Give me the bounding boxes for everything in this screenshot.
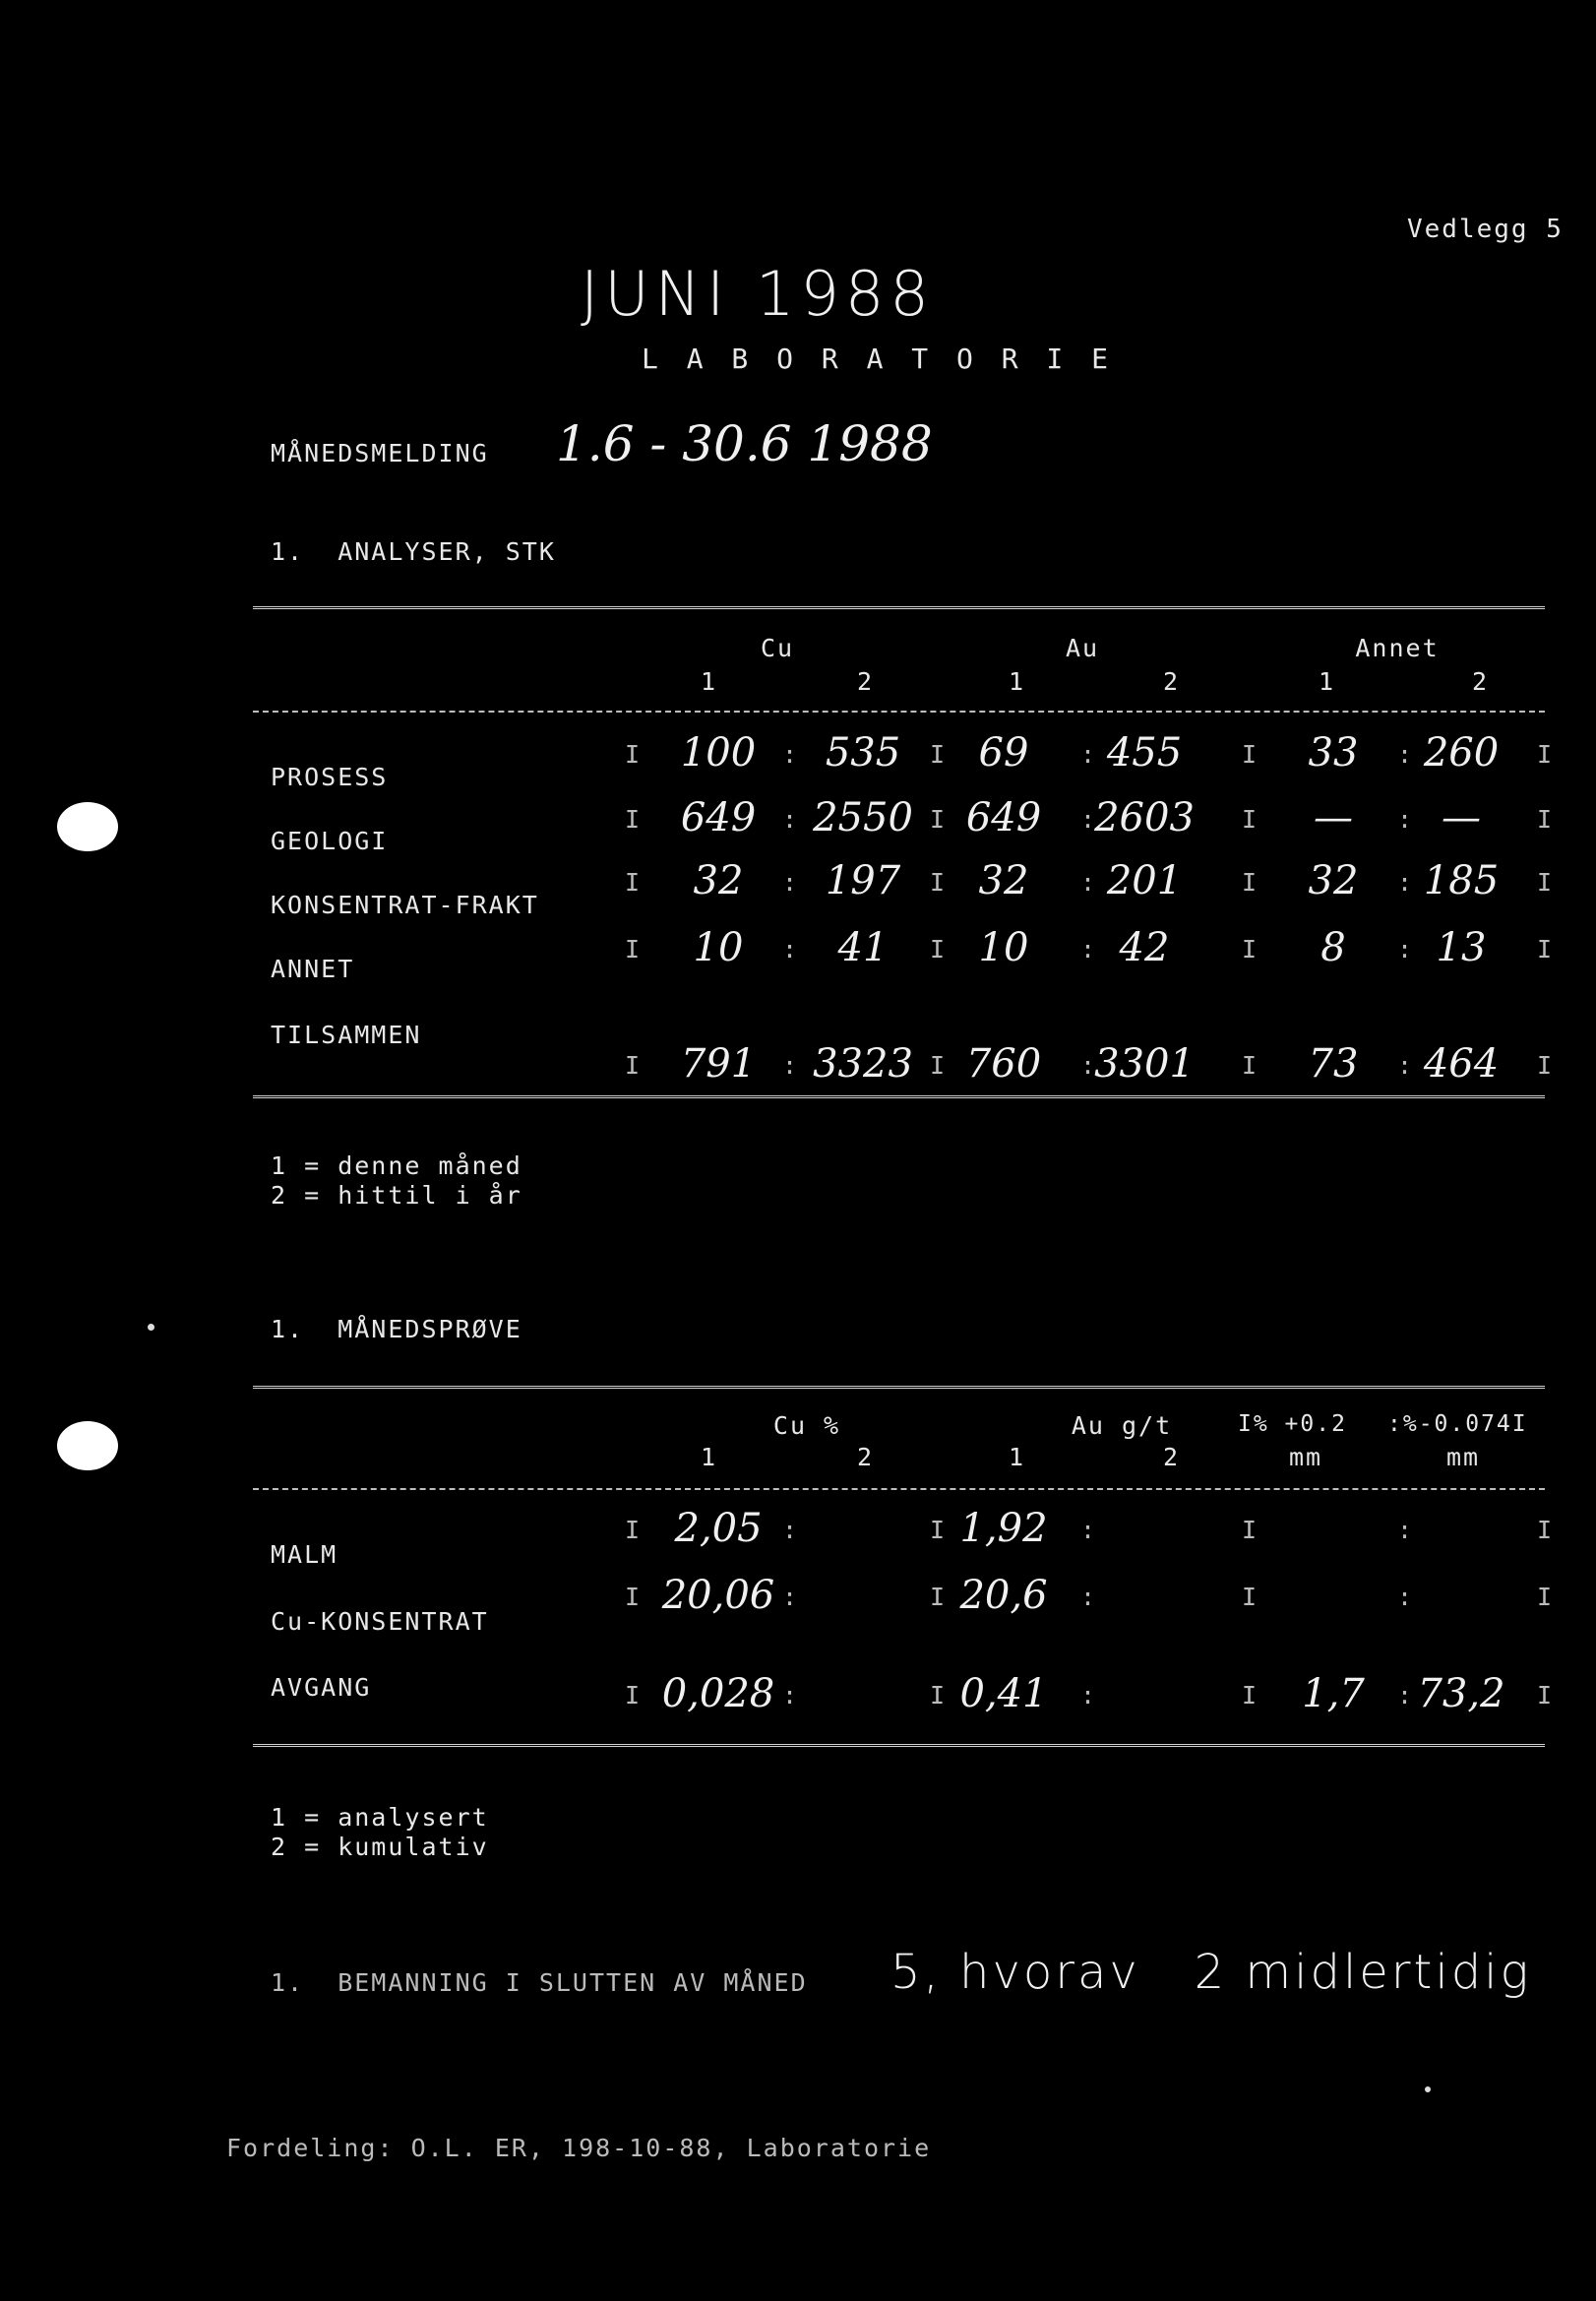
t1-value-cell: 464 (1423, 1041, 1500, 1087)
t1-value-cell: 32 (693, 858, 744, 903)
column-separator: I (1242, 935, 1259, 964)
table2-bottom-rule (253, 1744, 1545, 1751)
column-separator: I (1242, 805, 1259, 834)
speck (1425, 2086, 1431, 2092)
punch-hole (57, 802, 118, 851)
t1-value-cell: 791 (680, 1041, 757, 1087)
t1-row-label: TILSAMMEN (271, 1021, 422, 1049)
t2-sub: 2 (1163, 1443, 1181, 1471)
t2-value-cell: 1,7 (1302, 1671, 1365, 1716)
column-separator: : (1080, 935, 1098, 964)
column-separator: : (1397, 1516, 1415, 1544)
t1-value-cell: 13 (1436, 925, 1487, 970)
section2-heading: 1. MÅNEDSPRØVE (271, 1315, 522, 1343)
table2-header-rule (253, 1488, 1545, 1490)
t1-value-cell: 32 (978, 858, 1029, 903)
t1-group-au: Au (1065, 634, 1100, 662)
t1-row-label: GEOLOGI (271, 827, 389, 855)
t1-value-cell: 760 (965, 1041, 1042, 1087)
t1-sub: 2 (857, 667, 875, 696)
column-separator: : (782, 1681, 800, 1710)
t1-value-cell: 3301 (1094, 1041, 1195, 1087)
column-separator: : (782, 740, 800, 769)
column-separator: : (1080, 740, 1098, 769)
column-separator: I (1537, 1051, 1555, 1080)
column-separator: I (930, 1051, 948, 1080)
column-separator: I (625, 1051, 643, 1080)
column-separator: : (782, 1516, 800, 1544)
attachment-label: Vedlegg 5 (1407, 215, 1564, 244)
t2-row-label: AVGANG (271, 1673, 372, 1702)
column-separator: : (782, 1051, 800, 1080)
column-separator: I (1537, 1516, 1555, 1544)
column-separator: I (1537, 1583, 1555, 1611)
t1-value-cell: 3323 (813, 1041, 913, 1087)
column-separator: I (1242, 1516, 1259, 1544)
column-separator: : (1080, 1681, 1098, 1710)
t1-sub: 2 (1163, 667, 1181, 696)
t2-sub: 1 (1009, 1443, 1026, 1471)
t1-value-cell: 33 (1308, 730, 1359, 776)
column-separator: : (1080, 1516, 1098, 1544)
t1-value-cell: 185 (1423, 858, 1500, 903)
column-separator: I (625, 805, 643, 834)
t2-group-cu: Cu % (772, 1411, 841, 1440)
t1-sub: 1 (701, 667, 718, 696)
lab-title: L A B O R A T O R I E (642, 342, 1115, 375)
column-separator: : (1397, 935, 1415, 964)
column-separator: I (625, 740, 643, 769)
column-separator: I (1242, 1681, 1259, 1710)
column-separator: I (1242, 1051, 1259, 1080)
section1-heading: 1. ANALYSER, STK (271, 537, 556, 566)
column-separator: I (930, 740, 948, 769)
t1-sub: 1 (1319, 667, 1336, 696)
t1-row-label: KONSENTRAT-FRAKT (271, 891, 539, 919)
column-separator: : (1080, 1583, 1098, 1611)
t2-value-cell: 73,2 (1417, 1671, 1505, 1716)
column-separator: I (625, 935, 643, 964)
t2-value-cell: 20,06 (661, 1573, 775, 1618)
t1-value-cell: 649 (965, 795, 1042, 840)
t1-value-cell: 649 (680, 795, 757, 840)
t1-value-cell: — (1442, 795, 1481, 840)
t2-value-cell: 2,05 (674, 1506, 763, 1551)
column-separator: I (1242, 868, 1259, 897)
t1-sub: 1 (1009, 667, 1026, 696)
column-separator: I (1537, 740, 1555, 769)
column-separator: : (1397, 740, 1415, 769)
column-separator: I (625, 1516, 643, 1544)
t2-row-label: MALM (271, 1540, 338, 1569)
t2-value-cell: 0,41 (959, 1671, 1048, 1716)
table2-top-rule (253, 1386, 1545, 1393)
section2-legend-1: 1 = analysert (271, 1803, 489, 1832)
column-separator: : (782, 868, 800, 897)
t1-value-cell: 535 (825, 730, 901, 776)
column-separator: I (930, 1583, 948, 1611)
column-separator: I (930, 1681, 948, 1710)
column-separator: : (1397, 1051, 1415, 1080)
t2-sub: 1 (701, 1443, 718, 1471)
t1-group-cu: Cu (760, 634, 795, 662)
column-separator: I (625, 1583, 643, 1611)
t2-group-coarse: I% +0.2 (1238, 1411, 1347, 1437)
section2-legend-2: 2 = kumulativ (271, 1833, 489, 1861)
column-separator: I (1242, 740, 1259, 769)
section1-legend-2: 2 = hittil i år (271, 1181, 522, 1210)
column-separator: I (1537, 805, 1555, 834)
column-separator: I (625, 868, 643, 897)
column-separator: I (930, 935, 948, 964)
table1-top-rule (253, 606, 1545, 613)
column-separator: I (1537, 868, 1555, 897)
handwritten-title: JUNI 1988 (581, 258, 935, 330)
t1-row-label: ANNET (271, 955, 355, 983)
t1-value-cell: 42 (1119, 925, 1170, 970)
punch-hole (57, 1421, 118, 1470)
t1-value-cell: 197 (825, 858, 901, 903)
column-separator: : (782, 805, 800, 834)
column-separator: : (782, 935, 800, 964)
t1-value-cell: — (1314, 795, 1353, 840)
t1-value-cell: 455 (1106, 730, 1183, 776)
column-separator: : (1080, 1051, 1098, 1080)
column-separator: : (1397, 1583, 1415, 1611)
column-separator: I (930, 868, 948, 897)
t2-value-cell: 0,028 (661, 1671, 775, 1716)
report-label: MÅNEDSMELDING (271, 439, 489, 467)
t2-group-au: Au g/t (1071, 1411, 1173, 1440)
t1-value-cell: 10 (693, 925, 744, 970)
t1-value-cell: 41 (837, 925, 889, 970)
t2-row-label: Cu-KONSENTRAT (271, 1607, 489, 1636)
table1-header-rule (253, 711, 1545, 713)
t1-value-cell: 8 (1320, 925, 1346, 970)
column-separator: I (930, 1516, 948, 1544)
column-separator: : (1080, 805, 1098, 834)
staffing-handwritten: 5, hvorav 2 midlertidig (890, 1945, 1532, 2000)
distribution-footer: Fordeling: O.L. ER, 198-10-88, Laboratorie (226, 2134, 932, 2162)
staffing-label: 1. BEMANNING I SLUTTEN AV MÅNED (271, 1968, 808, 1997)
t1-row-label: PROSESS (271, 763, 389, 791)
column-separator: : (782, 1583, 800, 1611)
t2-sub: mm (1446, 1443, 1481, 1471)
t1-sub: 2 (1472, 667, 1490, 696)
t1-value-cell: 2603 (1094, 795, 1195, 840)
t1-value-cell: 100 (680, 730, 757, 776)
column-separator: : (1397, 1681, 1415, 1710)
t2-group-fine: :%-0.074I (1387, 1411, 1528, 1437)
report-period: 1.6 - 30.6 1988 (556, 415, 933, 472)
t1-value-cell: 2550 (813, 795, 913, 840)
t2-value-cell: 20,6 (959, 1573, 1048, 1618)
t1-group-annet: Annet (1355, 634, 1440, 662)
speck (148, 1324, 154, 1331)
t2-sub: mm (1289, 1443, 1323, 1471)
t1-value-cell: 260 (1423, 730, 1500, 776)
t2-sub: 2 (857, 1443, 875, 1471)
column-separator: : (1080, 868, 1098, 897)
t1-value-cell: 73 (1308, 1041, 1359, 1087)
column-separator: I (1537, 935, 1555, 964)
column-separator: I (625, 1681, 643, 1710)
section1-legend-1: 1 = denne måned (271, 1151, 522, 1180)
t1-value-cell: 201 (1106, 858, 1183, 903)
column-separator: I (930, 805, 948, 834)
column-separator: : (1397, 868, 1415, 897)
table1-bottom-rule (253, 1095, 1545, 1102)
column-separator: I (1242, 1583, 1259, 1611)
t1-value-cell: 32 (1308, 858, 1359, 903)
t1-value-cell: 10 (978, 925, 1029, 970)
t2-value-cell: 1,92 (959, 1506, 1048, 1551)
column-separator: I (1537, 1681, 1555, 1710)
column-separator: : (1397, 805, 1415, 834)
t1-value-cell: 69 (978, 730, 1029, 776)
